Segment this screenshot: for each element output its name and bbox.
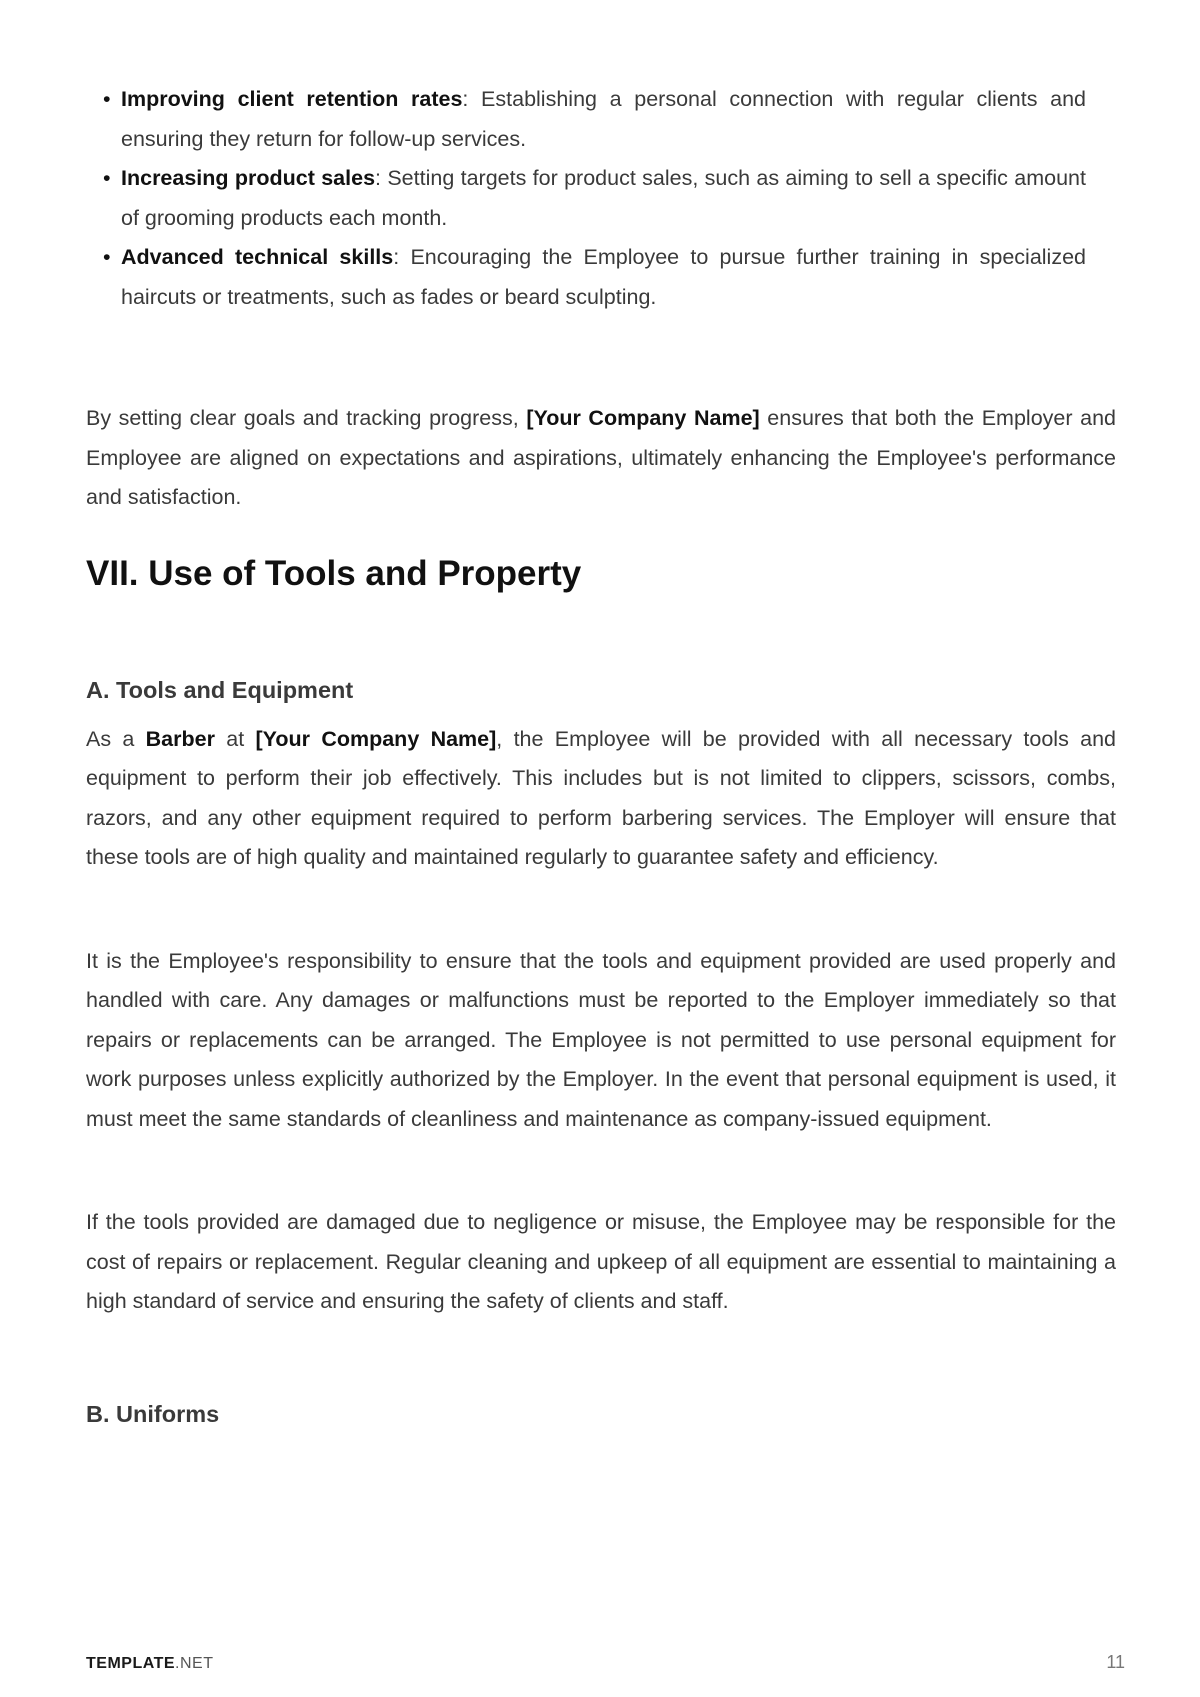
tools-paragraph-1 [86, 720, 1116, 878]
tools-p1-text-2: at [214, 726, 256, 751]
tools-p1-text-1: As a [86, 726, 146, 751]
tools-paragraph-3: If the tools provided are damaged due to negligence or misuse, the Employee may be responsible for the cost of repairs or replacement. Regular cleaning and upkeep of all equipment are essential to maintaining a high standard of service and ensuring the safety of clients and staff. [86, 1210, 1116, 1313]
list-item [103, 238, 1086, 317]
job-title: Barber [145, 726, 215, 751]
bullet-icon: • [103, 87, 111, 111]
footer-brand-logo [86, 1655, 213, 1673]
company-name-placeholder: [Your Company Name] [526, 406, 760, 430]
bullet-icon: • [103, 245, 111, 269]
summary-paragraph [86, 399, 1116, 518]
section-title: VII. Use of Tools and Property [86, 553, 582, 593]
summary-text-start: By setting clear goals and tracking progress, [86, 406, 527, 430]
bullet-icon: • [103, 166, 111, 190]
list-item [103, 80, 1086, 159]
tools-paragraph-2: It is the Employee's responsibility to ensure that the tools and equipment provided are used properly and handled with care. Any damages or malfunctions must be reported to the Employer immediately so that repairs or replacements can be arranged. The Employee is not permitted to use personal equipment for work purposes unless explicitly authorized by the Employer. In the event that personal equipment is used, it must meet the same standards of cleanliness and maintenance as company-issued equipment. [86, 948, 1116, 1131]
bullet-term: Advanced technical skills [121, 245, 394, 269]
bullet-description: : Setting targets for product sales, such as aiming to sell a specific amount of grooming products each month. [121, 166, 1086, 230]
brand-light: .NET [175, 1655, 214, 1672]
bullet-term: Improving client retention rates [121, 87, 463, 111]
brand-bold: TEMPLATE [86, 1655, 176, 1672]
subsection-title-tools: A. Tools and Equipment [86, 676, 354, 703]
company-name-placeholder: [Your Company Name] [255, 726, 497, 751]
goals-bullet-list [86, 80, 1086, 317]
list-item [103, 159, 1086, 238]
bullet-description: : Establishing a personal connection with regular clients and ensuring they return for follow-up services. [121, 87, 1086, 151]
bullet-description: : Encouraging the Employee to pursue further training in specialized haircuts or treatments, such as fades or beard sculpting. [121, 245, 1086, 309]
bullet-term: Increasing product sales [121, 166, 376, 190]
subsection-title-uniforms: B. Uniforms [86, 1400, 220, 1427]
document-page [86, 80, 1116, 1430]
tools-p1-text-3: , the Employee will be provided with all necessary tools and equipment to perform their job effectively. This includes but is not limited to clippers, scissors, combs, razors, and any other equipment required to perform barbering services. The Employer will ensure that these tools are of high quality and maintained regularly to guarantee safety and efficiency. [86, 726, 1116, 869]
summary-text-end: ensures that both the Employer and Employee are aligned on expectations and aspirations, ultimately enhancing the Employee's performance and satisfaction. [86, 406, 1116, 509]
page-number: 11 [1106, 1652, 1125, 1672]
